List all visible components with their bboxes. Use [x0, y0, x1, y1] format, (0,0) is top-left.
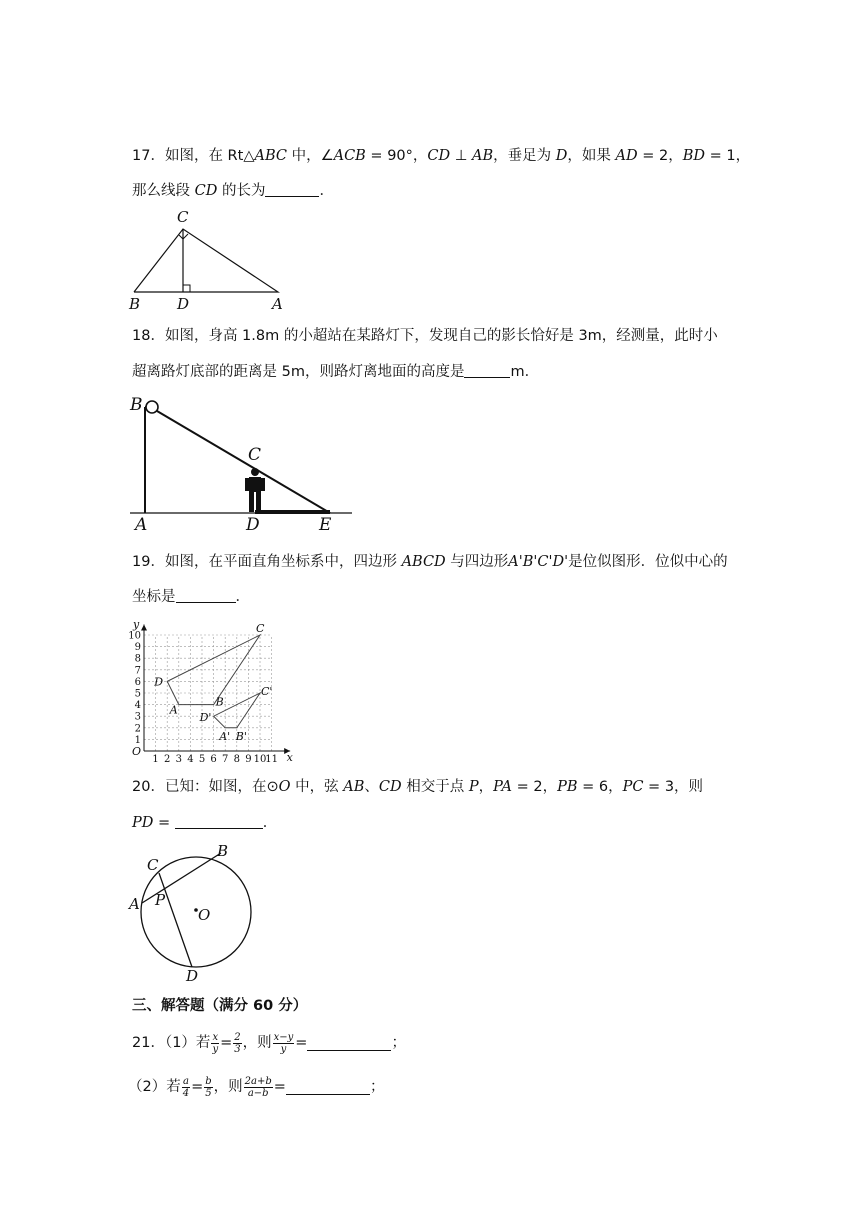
x-tick-label: 11	[265, 754, 278, 765]
label-b: B	[129, 295, 141, 313]
label-b: B	[217, 842, 229, 860]
label-p: P	[155, 891, 166, 909]
answer-blank-19[interactable]	[176, 588, 236, 603]
x-tick-label: 4	[187, 754, 194, 765]
y-tick-label: 4	[134, 700, 141, 712]
y-tick-label: 3	[134, 711, 141, 723]
person-icon	[245, 468, 265, 512]
x-tick-label: 10	[253, 754, 267, 765]
x-tick-label: 2	[164, 754, 171, 765]
vertex-label-b: B	[215, 695, 224, 709]
label-c: C	[147, 856, 159, 874]
vertex-label-a2: A'	[219, 729, 231, 743]
label-a: A	[129, 895, 140, 913]
label-d: D	[177, 295, 190, 313]
x-tick-label: 8	[233, 754, 240, 765]
x-tick-label: 5	[198, 754, 206, 765]
q18-line1: 18．如图，身高 1.8m 的小超站在某路灯下，发现自己的影长恰好是 3m，经测量，此时小	[132, 328, 718, 344]
y-arrow-icon	[141, 625, 147, 631]
label-o: O	[198, 906, 211, 924]
q20-line1: 20．已知：如图，在⊙O 中，弦 AB、CD 相交于点 P，PA = 2，PB = 6，PC = 3，则	[132, 779, 704, 795]
y-tick-label: 9	[134, 642, 141, 654]
y-tick-label: 2	[134, 723, 141, 735]
q20-line2: PD = ．	[132, 815, 278, 831]
label-b: B	[130, 395, 143, 415]
vertex-label-c: C	[256, 622, 265, 635]
x-tick-label: 9	[245, 754, 252, 765]
q18-lamp-figure	[128, 392, 358, 535]
label-c: C	[177, 208, 189, 226]
answer-blank-20[interactable]	[175, 814, 263, 829]
q17-line1: 17．如图，在 Rt△ABC 中，∠ACB = 90°，CD ⊥ AB，垂足为 D，如果 AD = 2，BD = 1，	[132, 148, 751, 164]
label-d: D	[246, 515, 260, 535]
x-axis-label: x	[286, 751, 293, 764]
section-title: 三、解答题（满分 60 分）	[132, 998, 308, 1014]
q19-line1: 19．如图，在平面直角坐标系中，四边形 ABCD 与四边形A'B'C'D'是位似图形．位似中心的	[132, 554, 728, 570]
q21-part2: （2）若 $\frac{a}{4}$ = $\frac{b}{5}$ ，则 $\frac{2a+b}{a-b}$ = ；	[128, 1075, 385, 1099]
q19-line2: 坐标是 ．	[132, 589, 250, 605]
y-tick-label: 8	[134, 653, 141, 665]
label-a: A	[272, 295, 283, 313]
x-tick-label: 6	[210, 754, 217, 765]
x-tick-label: 3	[175, 754, 182, 765]
x-tick-label: 1	[152, 754, 159, 765]
vertex-label-a: A	[169, 703, 178, 717]
answer-blank-21-2[interactable]	[286, 1080, 370, 1095]
label-c: C	[248, 445, 262, 465]
label-e: E	[319, 515, 332, 535]
y-tick-label: 10	[128, 630, 141, 642]
label-a: A	[135, 515, 148, 535]
origin-label: O	[132, 745, 142, 758]
y-axis-label: y	[133, 618, 140, 632]
answer-blank-21-1[interactable]	[307, 1036, 391, 1051]
label-d: D	[186, 967, 199, 985]
y-tick-label: 5	[134, 688, 141, 700]
y-tick-label: 7	[134, 665, 141, 677]
answer-blank-17[interactable]	[265, 182, 319, 197]
q17-line2: 那么线段 CD 的长为 ．	[132, 183, 334, 199]
q21-part1: 21．（1）若 $\frac{x}{y}$ = $\frac{2}{3}$ ，则 $\frac{x-y}{y}$ = ；	[132, 1031, 406, 1055]
q20-circle-figure	[128, 842, 263, 985]
vertex-label-d: D	[154, 675, 164, 689]
x-tick-label: 7	[222, 754, 229, 765]
q17-triangle-figure	[128, 205, 288, 313]
y-tick-label: 1	[134, 734, 141, 746]
q18-line2: 超离路灯底部的距离是 5m，则路灯离地面的高度是 m．	[132, 364, 540, 380]
vertex-label-c2: C'	[261, 685, 273, 698]
vertex-label-d2: D'	[199, 711, 212, 725]
vertex-label-b2: B'	[235, 729, 247, 743]
y-tick-label: 6	[134, 676, 141, 688]
answer-blank-18[interactable]	[464, 363, 510, 378]
q19-coordinate-figure	[128, 616, 298, 764]
